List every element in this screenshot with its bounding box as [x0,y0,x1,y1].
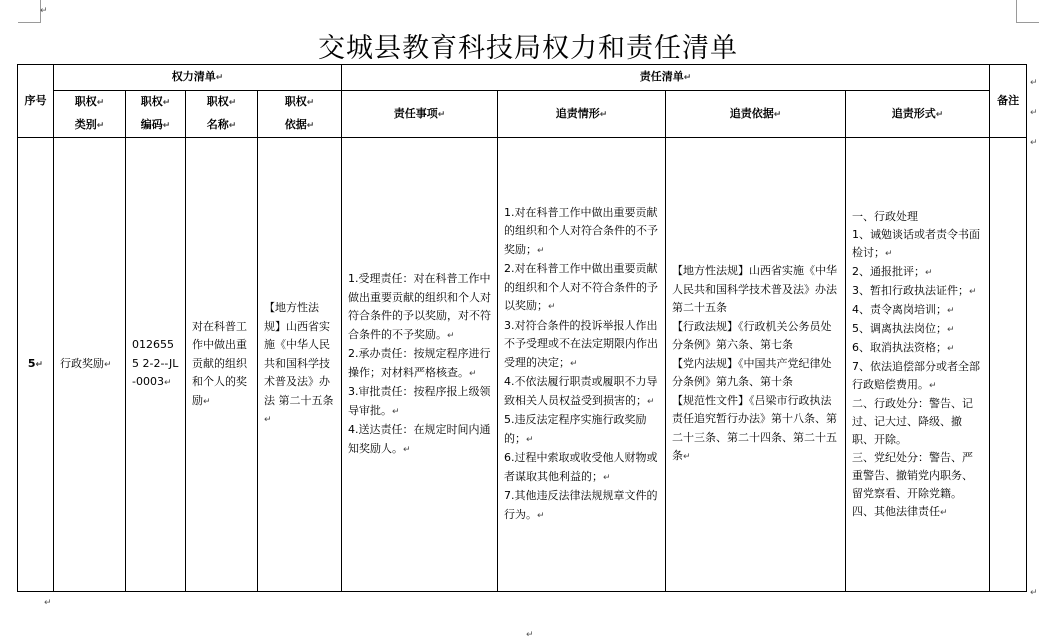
form-item: 3、暂扣行政执法证件；↵ [852,283,977,297]
header-power-basis: 职权↵ 依据↵ [258,91,342,138]
crop-mark-top-left [18,0,41,23]
header-power-code: 职权↵ 编码↵ [126,91,186,138]
form-item: 5、调离执法岗位；↵ [852,321,955,335]
header-seq: 序号 [18,65,54,138]
header-accountability-cases: 追责情形↵ [498,91,666,138]
header-power-name: 职权↵ 名称↵ [186,91,258,138]
case-item: 1.对在科普工作中做出重要贡献的组织和个人对符合条件的不予奖励；↵ [504,205,659,256]
row-end-mark: ↵ [1030,78,1038,88]
form-item: 6、取消执法资格；↵ [852,340,955,354]
row-accountability-basis [666,138,849,592]
form-item: 2、通报批评；↵ [852,264,933,278]
basis-item: 【规范性文件】《吕梁市行政执法责任追究暂行办法》第十八条、第二十三条、第二十四条、第二十五条↵ [672,393,838,463]
header-resp-items: 责任事项↵ [342,91,498,138]
power-responsibility-table [17,64,1027,592]
row-end-mark: ↵ [1030,108,1038,118]
header-resp-list: 责任清单↵ [342,65,990,91]
resp-item: 1.受理责任：对在科普工作中做出重要贡献的组织和个人对符合条件的予以奖励，对不符合条件的不予奖励。↵ [348,272,492,341]
header-note: 备注 [990,65,1027,138]
basis-item: 【行政法规】《行政机关公务员处分条例》第六条、第七条 [672,319,832,352]
header-accountability-basis: 追责依据↵ [666,91,846,138]
row-resp-items [342,138,498,592]
row-category: 行政奖励↵ [54,138,126,592]
basis-item: 【党内法规】《中国共产党纪律处分条例》第九条、第十条 [672,356,832,389]
header-accountability-forms: 追责形式↵ [846,91,990,138]
case-item: 3.对符合条件的投诉举报人作出不予受理或不在法定期限内作出受理的决定；↵ [504,318,659,369]
row-end-mark: ↵ [1030,588,1038,598]
resp-item: 4.送达责任：在规定时间内通知奖励人。↵ [348,423,491,455]
row-power-name: 对在科普工作中做出重贡献的组织和个人的奖励↵ [186,138,258,592]
row-seq: 5↵ [18,138,54,592]
case-item: 5.违反法定程序实施行政奖励的；↵ [504,413,647,445]
resp-item: 3.审批责任：按程序报上级领导审批。↵ [348,385,491,417]
form-item: 四、其他法律责任↵ [852,504,948,518]
header-power-category: 职权↵ 类别↵ [54,91,126,138]
row-accountability-forms [846,138,990,592]
row-accountability-cases [498,138,666,592]
basis-item: 【地方性法规】山西省实施《中华人民共和国科学技术普及法》办法 第二十五条 [672,264,849,315]
paragraph-mark: ↵ [526,630,534,640]
row-note [990,138,1027,592]
form-item: 1、诫勉谈话或者责令书面检讨；↵ [852,227,981,259]
form-item: 7、依法追偿部分或者全部行政赔偿费用。↵ [852,359,981,391]
row-end-mark: ↵ [1030,138,1038,148]
case-item: 2.对在科普工作中做出重要贡献的组织和个人对不符合条件的予以奖励；↵ [504,262,659,313]
document-title: 交城县教育科技局权力和责任清单 [318,33,738,64]
header-power-list: 权力清单↵ [54,65,342,91]
row-power-basis: 【地方性法规】山西省实施《中华人民共和国科学技术普及法》办法 第二十五条↵ [258,138,342,592]
paragraph-mark: ↵ [44,598,52,608]
case-item: 4.不依法履行职责或履职不力导致相关人员权益受到损害的；↵ [504,375,658,407]
form-item: 二、行政处分：警告、记过、记大过、降级、撤职、开除。 [852,396,974,446]
form-item: 4、责令离岗培训；↵ [852,302,955,316]
crop-mark-top-right [1016,0,1039,23]
case-item: 7.其他违反法律法规规章文件的行为。↵ [504,489,658,521]
paragraph-mark: ↵ [40,6,48,16]
form-item: 三、党纪处分：警告、严重警告、撤销党内职务、留党察看、开除党籍。 [852,450,974,500]
resp-item: 2.承办责任：按规定程序进行操作；对材料严格核查。↵ [348,347,491,379]
form-item: 一、行政处理 [852,209,919,223]
row-code: 0126555 2-2--JL -0003↵ [126,138,186,592]
case-item: 6.过程中索取或收受他人财物或者谋取其他利益的；↵ [504,451,658,483]
